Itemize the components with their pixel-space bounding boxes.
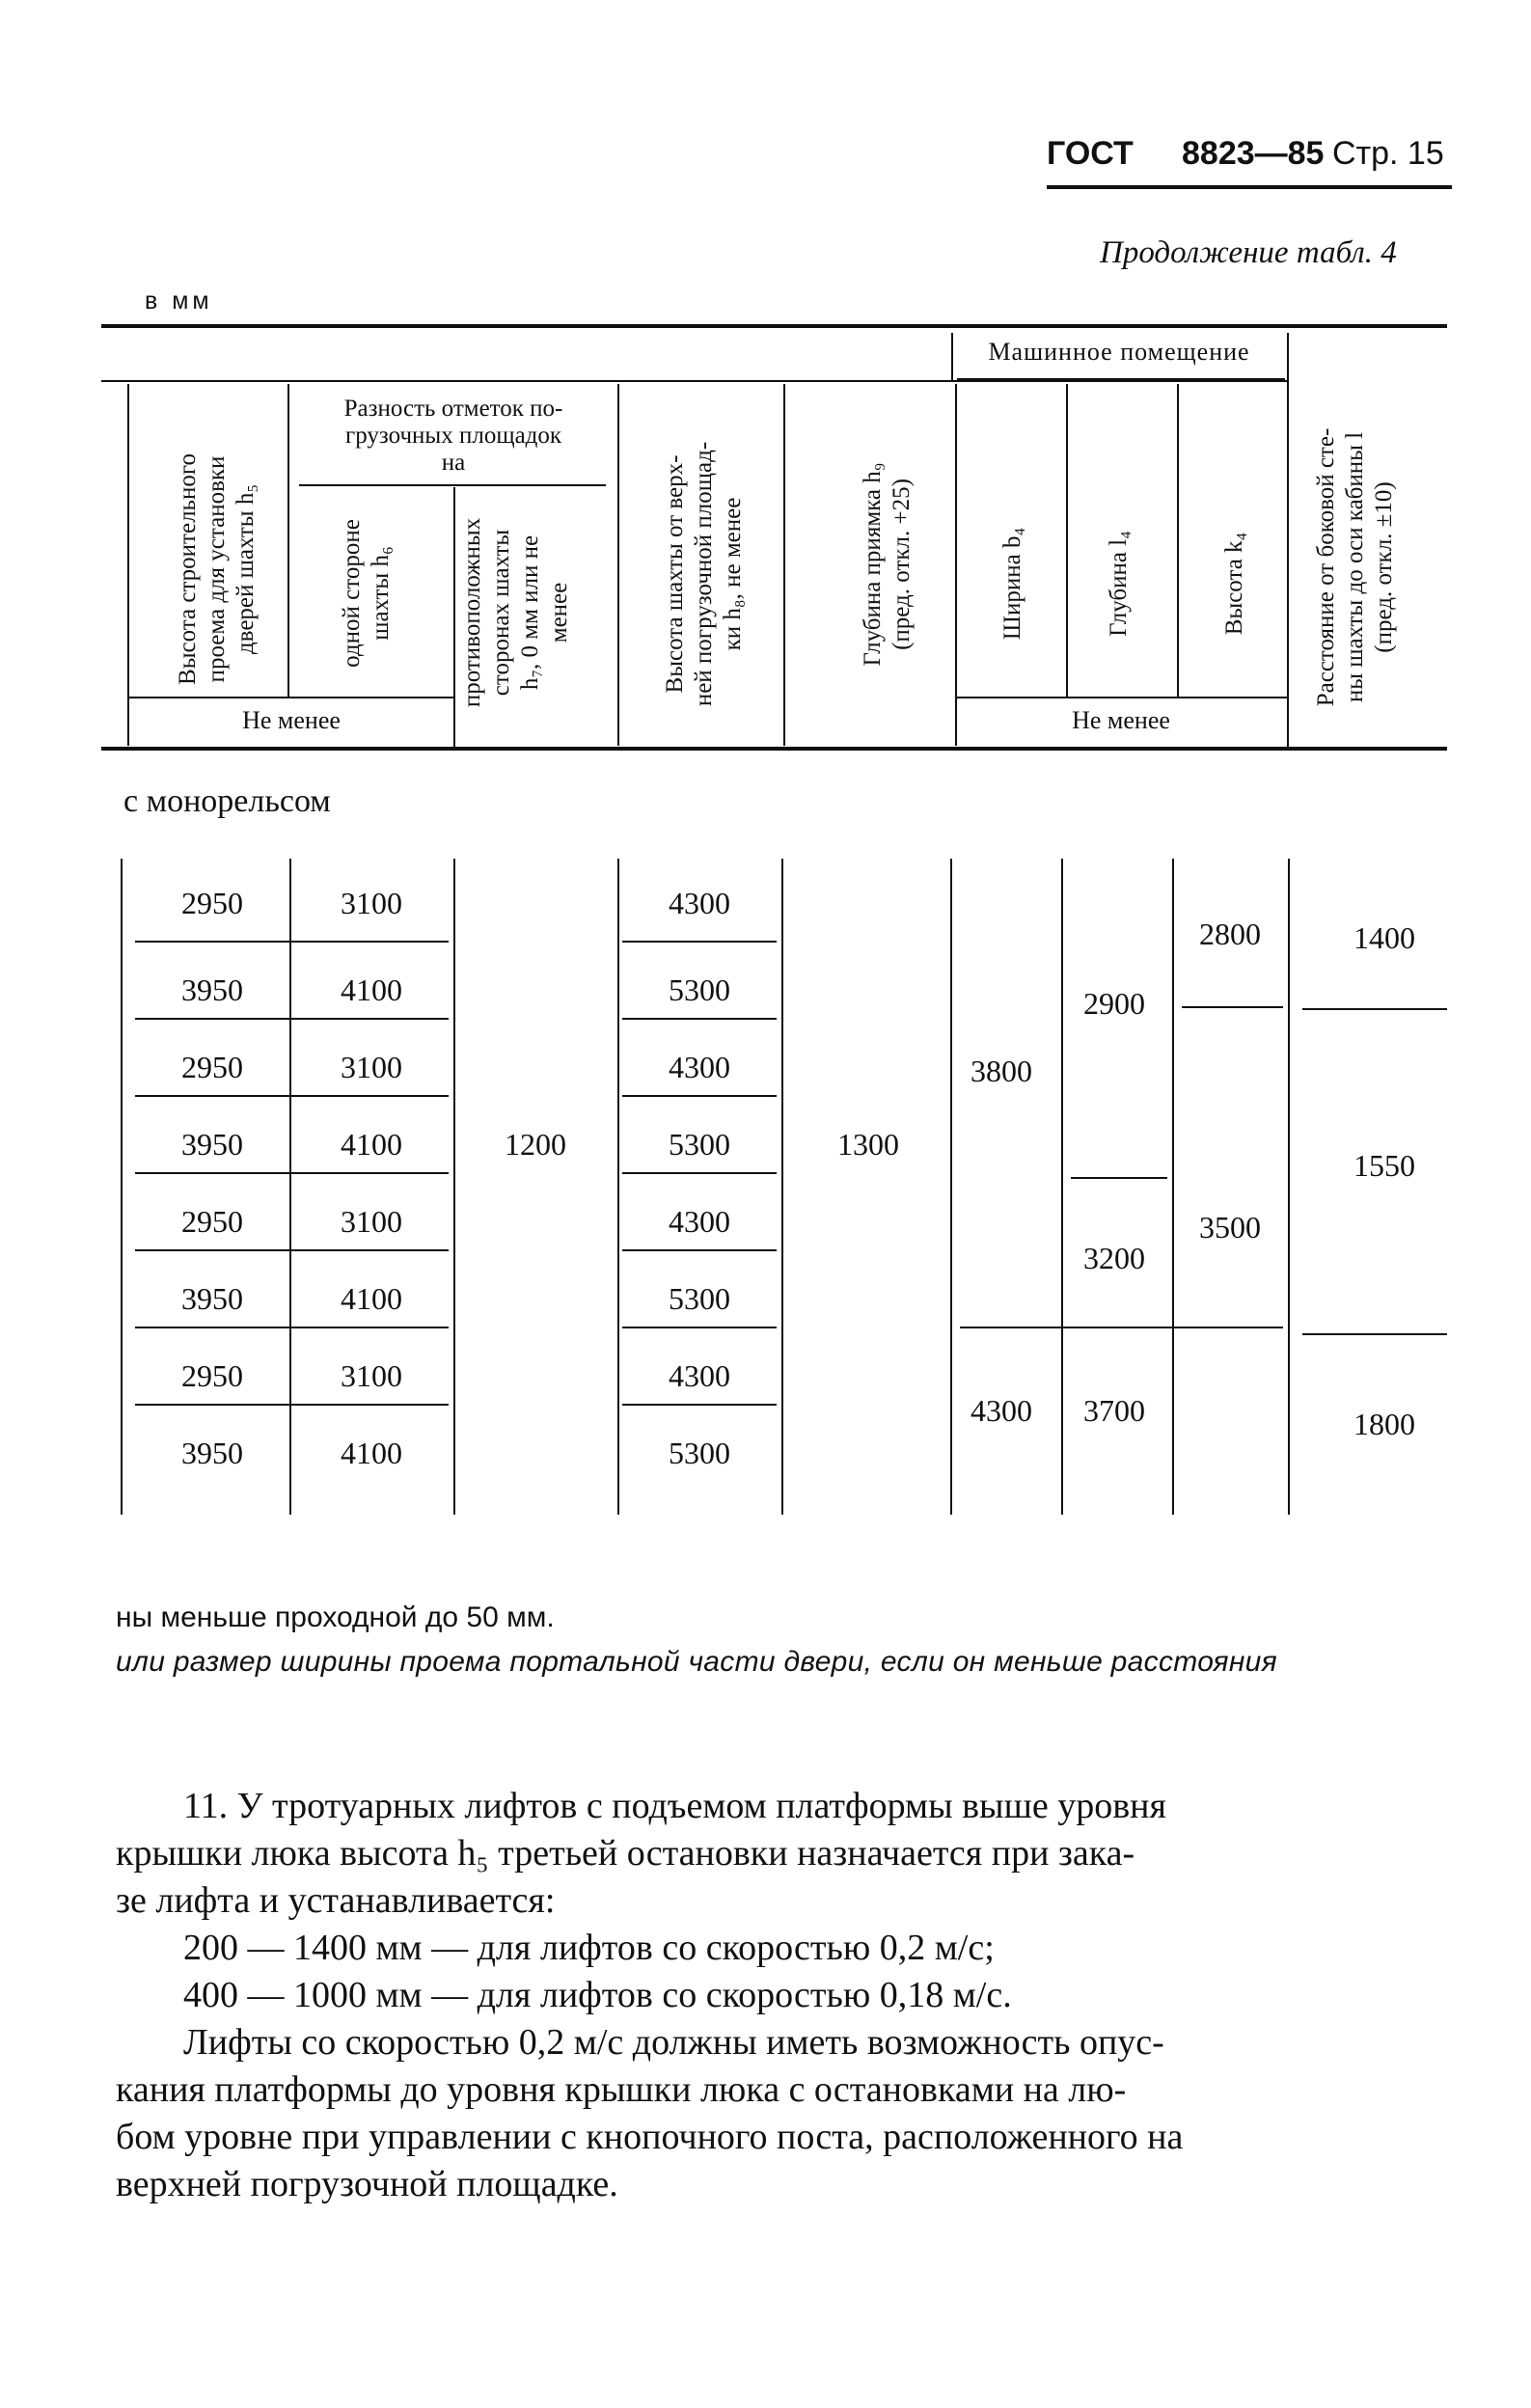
row-rule [135, 1404, 449, 1406]
b4-value: 3800 [971, 1054, 1032, 1088]
h5-value: 2950 [181, 1204, 243, 1239]
h7-value: 1200 [505, 1127, 566, 1162]
l-value: 1800 [1353, 1407, 1415, 1441]
body-line: бом уровне при управлении с кнопочного поста, расположенного на [116, 2117, 1184, 2157]
col-h6-heading: одной стороне шахты h₆ [339, 519, 394, 668]
row-rule [622, 1404, 777, 1406]
h9-value: 1300 [837, 1127, 899, 1162]
h8-value: 5300 [669, 972, 730, 1007]
body-div-8 [1288, 859, 1290, 1515]
units-label: в мм [145, 287, 213, 315]
h8-value: 5300 [669, 1127, 730, 1162]
l-value: 1550 [1353, 1148, 1415, 1183]
h5-value: 3950 [181, 1281, 243, 1316]
body-line: кания платформы до уровня крышки люка с остановками на лю- [116, 2069, 1127, 2110]
h8-value: 4300 [669, 1358, 730, 1393]
row-rule [622, 941, 777, 943]
col-l4-heading: Глубина l₄ [1106, 531, 1132, 637]
k4-value: 3500 [1199, 1210, 1261, 1245]
row-rule [622, 1018, 777, 1020]
h8-value: 5300 [669, 1436, 730, 1470]
body-line: верхней погрузочной площадке. [116, 2164, 618, 2204]
table-top-rule [101, 324, 1447, 328]
h6-value: 3100 [341, 1050, 402, 1084]
not-less-label-1: Не менее [242, 706, 341, 734]
diff-group-line-1: Разность отметок по- [343, 396, 563, 422]
body-div-left [121, 859, 123, 1515]
footnote-1: ны меньше проходной до 50 мм. [116, 1601, 555, 1633]
hdr-div-8 [1177, 384, 1179, 698]
body-line: 11. У тротуарных лифтов с подъемом платформы выше уровня [183, 1786, 1166, 1826]
h6-value: 3100 [341, 1358, 402, 1393]
l-group-rule-1 [1302, 1008, 1447, 1010]
h8-value: 4300 [669, 1204, 730, 1239]
hdr-div-7 [1066, 384, 1068, 698]
hdr-div-4 [617, 384, 619, 746]
body-line: зе лифта и устанавливается: [116, 1880, 556, 1921]
header-second-rule [101, 380, 1288, 382]
col-h8-heading: Высота шахты от верх- ней погрузочной площад- ки h₈, не менее [662, 441, 746, 707]
l4-value: 2900 [1083, 986, 1145, 1021]
b4-value: 4300 [971, 1393, 1032, 1428]
l-group-rule-2 [1302, 1333, 1447, 1335]
l-value: 1400 [1353, 920, 1415, 955]
l4-value: 3700 [1083, 1393, 1145, 1428]
h5-value: 3950 [181, 1127, 243, 1162]
machine-room-right-rule [1287, 333, 1289, 748]
machine-room-caption: Машинное помещение [988, 338, 1250, 366]
diff-group-line-2: грузочных площадок [344, 423, 562, 449]
row-rule [622, 1095, 777, 1097]
row-rule [622, 1327, 777, 1328]
col-l-heading: Расстояние от боковой сте- ны шахты до оси кабины l (пред. откл. ±10) [1313, 427, 1397, 707]
col-k4-heading: Высота k₄ [1221, 532, 1247, 636]
body-div-2 [453, 859, 455, 1515]
body-div-1 [289, 859, 291, 1515]
gost-label: ГОСТ [1047, 135, 1134, 172]
h6-value: 4100 [341, 972, 402, 1007]
hdr-div-5 [783, 384, 785, 746]
col-b4-heading: Ширина b₄ [999, 527, 1025, 641]
l4-value: 3200 [1083, 1241, 1145, 1275]
table-header-bottom-rule [101, 747, 1447, 751]
h5-value: 3950 [181, 1436, 243, 1470]
h8-value: 4300 [669, 1050, 730, 1084]
header-rule [1047, 185, 1452, 189]
row-rule [135, 1172, 449, 1174]
footnote-2: или размер ширины проема портальной части двери, если он меньше расстояния [116, 1646, 1277, 1678]
h6-value: 3100 [341, 886, 402, 920]
table-continuation: Продолжение табл. 4 [1100, 235, 1397, 270]
not-less-rule-1 [127, 697, 455, 698]
h5-value: 3950 [181, 972, 243, 1007]
diff-group-line-3: на [441, 450, 466, 476]
col-h7-heading: противоположных сторонах шахты h₇, 0 мм или не менее [459, 517, 572, 708]
h6-value: 3100 [341, 1204, 402, 1239]
running-header [1047, 135, 1471, 193]
row-rule [135, 1249, 449, 1251]
h8-value: 5300 [669, 1281, 730, 1316]
gost-number: 8823—85 [1182, 135, 1325, 172]
row-rule [622, 1249, 777, 1251]
hdr-div-6 [955, 384, 957, 746]
row-rule [135, 1327, 449, 1328]
h5-value: 2950 [181, 886, 243, 920]
row-rule [622, 1172, 777, 1174]
body-div-4 [781, 859, 783, 1515]
row-rule [135, 1095, 449, 1097]
machine-room-left-rule [951, 333, 953, 381]
body-div-3 [617, 859, 619, 1515]
h6-value: 4100 [341, 1436, 402, 1470]
h6-value: 4100 [341, 1281, 402, 1316]
l4-group-rule-1 [1071, 1177, 1167, 1179]
body-line: Лифты со скоростью 0,2 м/с должны иметь возможность опус- [183, 2022, 1164, 2063]
section-label: с монорельсом [123, 783, 331, 819]
page-number: Стр. 15 [1332, 135, 1444, 172]
k4-value: 2800 [1199, 917, 1261, 951]
col-h5-heading: Высота строительного проема для установки дверей шахты h₅ [175, 453, 259, 685]
col-h9-heading: Глубина приямка h₉ (пред. откл. +25) [860, 462, 915, 667]
body-line: крышки люка высота h₅ третьей остановки назначается при зака- [116, 1833, 1135, 1874]
machine-room-under-rule [957, 378, 1285, 380]
k4-group-rule [1182, 1006, 1283, 1008]
hdr-div-1 [127, 384, 129, 746]
not-less-label-2: Не менее [1072, 706, 1170, 734]
body-line: 200 — 1400 мм — для лифтов со скоростью 0,2 м/с; [183, 1928, 995, 1968]
not-less-rule-2 [955, 697, 1287, 698]
h5-value: 2950 [181, 1050, 243, 1084]
machine-group-rule [960, 1327, 1283, 1328]
h8-value: 4300 [669, 886, 730, 920]
row-rule [135, 941, 449, 943]
body-line: 400 — 1000 мм — для лифтов со скоростью 0,18 м/с. [183, 1975, 1012, 2015]
row-rule [135, 1018, 449, 1020]
h6-value: 4100 [341, 1127, 402, 1162]
h5-value: 2950 [181, 1358, 243, 1393]
